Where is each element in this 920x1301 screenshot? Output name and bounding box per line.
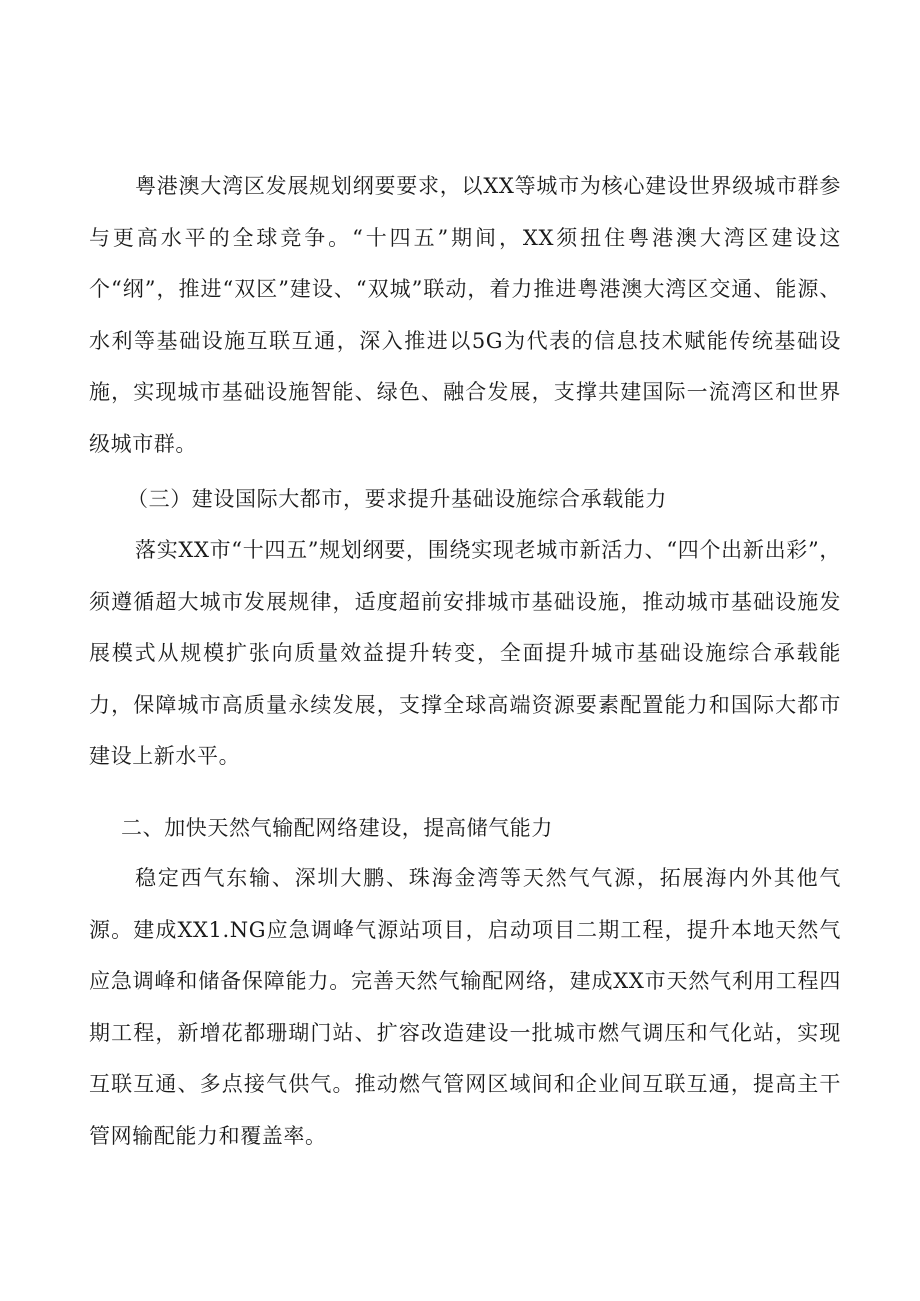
paragraph-implement-plan: 落实XX市“十四五”规划纲要，围绕实现老城市新活力、“四个出新出彩”，须遵循超大城市发展规律，适度超前安排城市基础设施，推动城市基础设施发展模式从规模扩张向质量效益提升转变，全面提升城市基础设施综合承载能力，保障城市高质量永续发展，支撑全球高端资源要素配置能力和国际大都市建设上新水平。 <box>89 538 841 768</box>
paragraph-gas-sources: 稳定西气东输、深圳大鹏、珠海金湾等天然气气源，拓展海内外其他气源。建成XX1.NG应急调峰气源站项目，启动项目二期工程，提升本地天然气应急调峰和储备保障能力。完善天然气输配网络，建成XX市天然气利用工程四期工程，新增花都珊瑚门站、扩容改造建设一批城市燃气调压和气化站，实现互联互通、多点接气供气。推动燃气管网区域间和企业间互联互通，提高主干管网输配能力和覆盖率。 <box>89 866 841 1148</box>
paragraph-greater-bay-area: 粤港澳大湾区发展规划纲要要求，以XX等城市为核心建设世界级城市群参与更高水平的全球竞争。“十四五”期间，XX须扭住粤港澳大湾区建设这个“纲”，推进“双区”建设、“双城”联动，着力推进粤港澳大湾区交通、能源、水利等基础设施互联互通，深入推进以5G为代表的信息技术赋能传统基础设施，实现城市基础设施智能、绿色、融合发展，支撑共建国际一流湾区和世界级城市群。 <box>89 174 841 456</box>
heading-natural-gas-network: 二、加快天然气输配网络建设，提高储气能力 <box>121 816 553 840</box>
subheading-international-metropolis: （三）建设国际大都市，要求提升基础设施综合承载能力 <box>127 487 667 511</box>
